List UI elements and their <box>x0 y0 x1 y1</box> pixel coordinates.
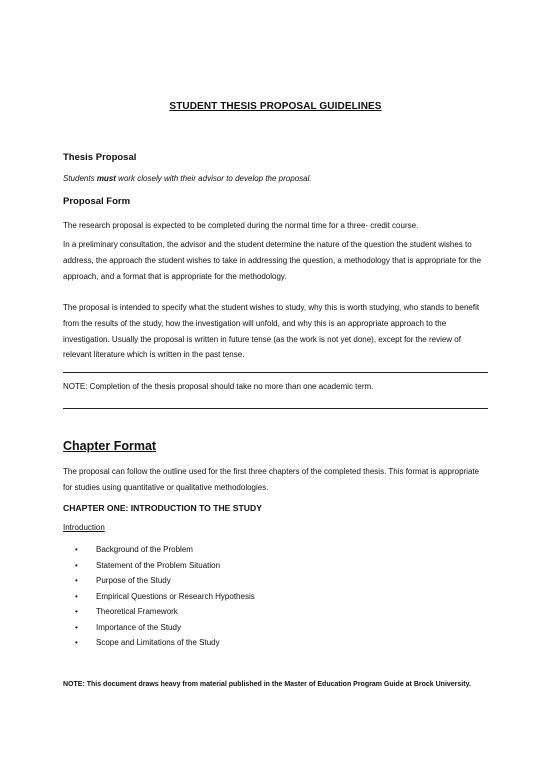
bullet-icon: • <box>75 607 78 616</box>
paragraph-chapter-format: The proposal can follow the outline used for the first three chapters of the completed thesis. This format is appropriate for studies using quantitative or qualitative methodologies. <box>63 467 480 492</box>
bullet-icon: • <box>75 545 78 554</box>
list-item <box>63 589 488 605</box>
document-title: STUDENT THESIS PROPOSAL GUIDELINES <box>169 101 382 112</box>
list-item <box>63 558 488 574</box>
list-item <box>63 604 488 620</box>
paragraph-course-time: The research proposal is expected to be completed during the normal time for a three- credit course. <box>63 221 419 230</box>
divider-bottom <box>63 408 488 409</box>
advisor-note-suffix: work closely with their advisor to develop the proposal. <box>115 174 312 183</box>
list-item-text: Purpose of the Study <box>96 576 171 585</box>
list-item-text: Importance of the Study <box>96 622 181 632</box>
heading-proposal-form: Proposal Form <box>63 196 131 207</box>
list-item <box>63 635 488 651</box>
heading-thesis-proposal: Thesis Proposal <box>63 152 137 163</box>
list-item <box>63 542 488 558</box>
list-item-text: Empirical Questions or Research Hypothesis <box>96 591 255 601</box>
advisor-note-prefix: Students <box>63 174 97 183</box>
advisor-note-emphasis: must <box>96 174 116 183</box>
introduction-label: Introduction <box>63 523 105 532</box>
paragraph-consultation: In a preliminary consultation, the advisor and the student determine the nature of the question the student wishes to address, the approach the student wishes to take in addressing the question, a methodology that is appropriate for the approach, and a format that is appropriate for the methodology. <box>63 240 482 281</box>
heading-chapter-format: Chapter Format <box>63 439 157 453</box>
list-item <box>63 620 488 636</box>
list-item-text: Theoretical Framework <box>96 607 178 616</box>
source-footnote: NOTE: This document draws heavy from material published in the Master of Education Program Guide at Brock University. <box>63 681 471 688</box>
bullet-icon: • <box>75 591 78 601</box>
heading-chapter-one: CHAPTER ONE: INTRODUCTION TO THE STUDY <box>63 503 262 513</box>
list-item-text: Background of the Problem <box>96 545 193 554</box>
list-item <box>63 573 488 589</box>
completion-note: NOTE: Completion of the thesis proposal should take no more than one academic term. <box>63 382 374 391</box>
paragraph-proposal-intent: The proposal is intended to specify what the student wishes to study, why this is worth studying, who stands to benefit from the results of the study, how the investigation will unfold, and why this is an appropriate approach to the investigation. Usually the proposal is written in future tense (as the work is not yet done), except for the review of relevant literature which is written in the past tense. <box>63 303 480 360</box>
bullet-icon: • <box>75 560 78 570</box>
bullet-icon: • <box>75 576 78 585</box>
bullet-icon: • <box>75 638 78 647</box>
divider-top <box>63 372 488 373</box>
list-item-text: Scope and Limitations of the Study <box>96 638 220 647</box>
advisor-note <box>63 174 312 183</box>
introduction-topic-list <box>63 542 488 651</box>
list-item-text: Statement of the Problem Situation <box>96 560 221 570</box>
bullet-icon: • <box>75 622 78 632</box>
